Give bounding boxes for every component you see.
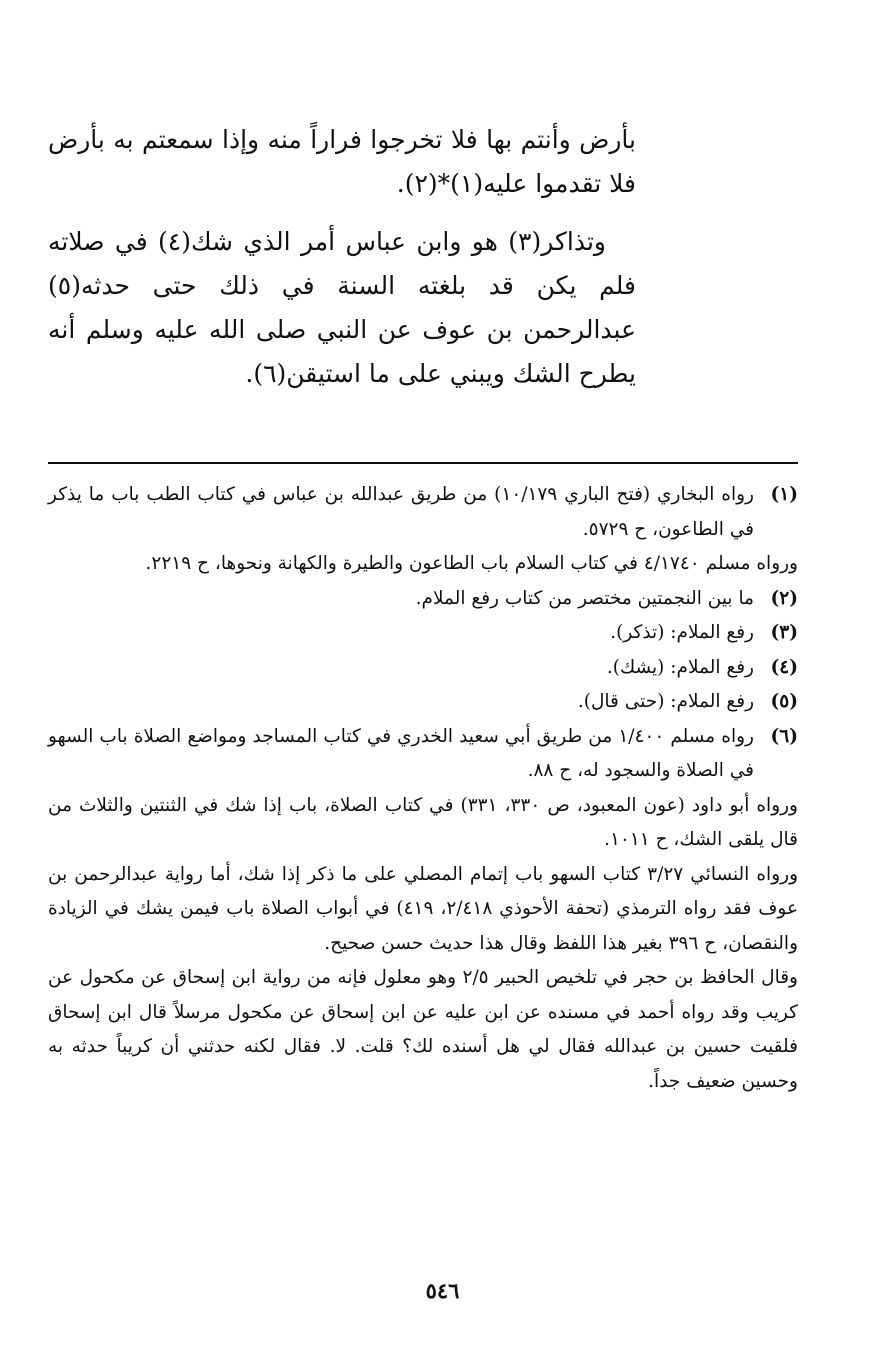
footnotes [48,478,798,1099]
footnote-body [48,685,754,720]
page-number: ٥٤٦ [425,1278,460,1303]
footnote-text: رفع الملام: (يشك). [606,656,754,678]
footnote-4 [48,651,798,686]
footnote-text: ما بين النجمتين مختصر من كتاب رفع الملام. [415,587,754,609]
footnote-text: رفع الملام: (تذكر). [610,622,754,643]
main-paragraph-1: بأرض وأنتم بها فلا تخرجوا فراراً منه وإذا سمعتم به بأرض فلا تقدموا عليه(١)*(٢). [48,125,636,198]
footnote-body [48,651,754,686]
footnote-body [48,478,754,547]
main-text [48,118,636,396]
footnote-text: رواه البخاري (فتح الباري ١٠/١٧٩) من طريق عبدالله بن عباس في كتاب الطب باب ما يذكر في الطاعون، ح ٥٧٢٩. [48,484,754,540]
footnote-number: (٦) [770,725,798,747]
footnote-6 [48,720,798,789]
footnote-continuation: ورواه النسائي ٣/٢٧ كتاب السهو باب إتمام المصلي على ما ذكر إذا شك، أما رواية عبدالرحمن بن عوف فقد رواه الترمذي (تحفة الأحوذي ٢/٤١٨، ٤١٩) في أبواب الصلاة باب فيمن يشك في الزيادة والنقصان، ح ٣٩٦ بغير هذا اللفظ وقال هذا حديث حسن صحيح. [48,863,799,954]
footnote-3 [48,616,798,651]
footnote-continuation: وقال الحافظ بن حجر في تلخيص الحبير ٢/٥ وهو معلول فإنه من رواية ابن إسحاق عن مكحول عن كريب وقد رواه أحمد في مسنده عن ابن عليه عن ابن إسحاق عن مكحول مرسلاً قال ابن إسحاق فلقيت حسين بن عبدالله فقال لي هل أسنده لك؟ قلت. لا. فقال لكنه حدثني أن كريباً حدثه به وحسين ضعيف جداً. [48,967,799,1092]
footnote-number: (٣) [770,622,798,643]
footnote-number: (٤) [770,656,798,678]
footnote-continuation: ورواه أبو داود (عون المعبود، ص ٣٣٠، ٣٣١) في كتاب الصلاة، باب إذا شك في الثنتين والثلاث من قال يلقى الشك، ح ١٠١١. [48,794,798,850]
footnote-number: (٢) [770,587,798,609]
footnote-text: رفع الملام: (حتى قال). [577,691,754,712]
footnote-2 [48,582,798,617]
footnote-divider [48,462,798,464]
footnote-body [48,582,754,617]
footnote-continuation: ورواه مسلم ٤/١٧٤٠ في كتاب السلام باب الطاعون والطيرة والكهانة ونحوها، ح ٢٢١٩. [145,553,798,574]
main-paragraph-2: وتذاكر(٣) هو وابن عباس أمر الذي شك(٤) في صلاته فلم يكن قد بلغته السنة في ذلك حتى حدثه(٥) عبدالرحمن بن عوف عن النبي صلى الله عليه وسلم أنه يطرح الشك ويبني على ما استيقن(٦). [48,227,636,388]
footnote-5 [48,685,798,720]
footnote-body [48,616,754,651]
footnote-1 [48,478,798,547]
footnote-number: (٥) [770,691,798,712]
footnote-number: (١) [770,484,798,505]
footnote-body [48,720,754,789]
footnote-text: رواه مسلم ١/٤٠٠ من طريق أبي سعيد الخدري في كتاب المساجد ومواضع الصلاة باب السهو في الصلاة والسجود له، ح ٨٨. [48,725,754,781]
